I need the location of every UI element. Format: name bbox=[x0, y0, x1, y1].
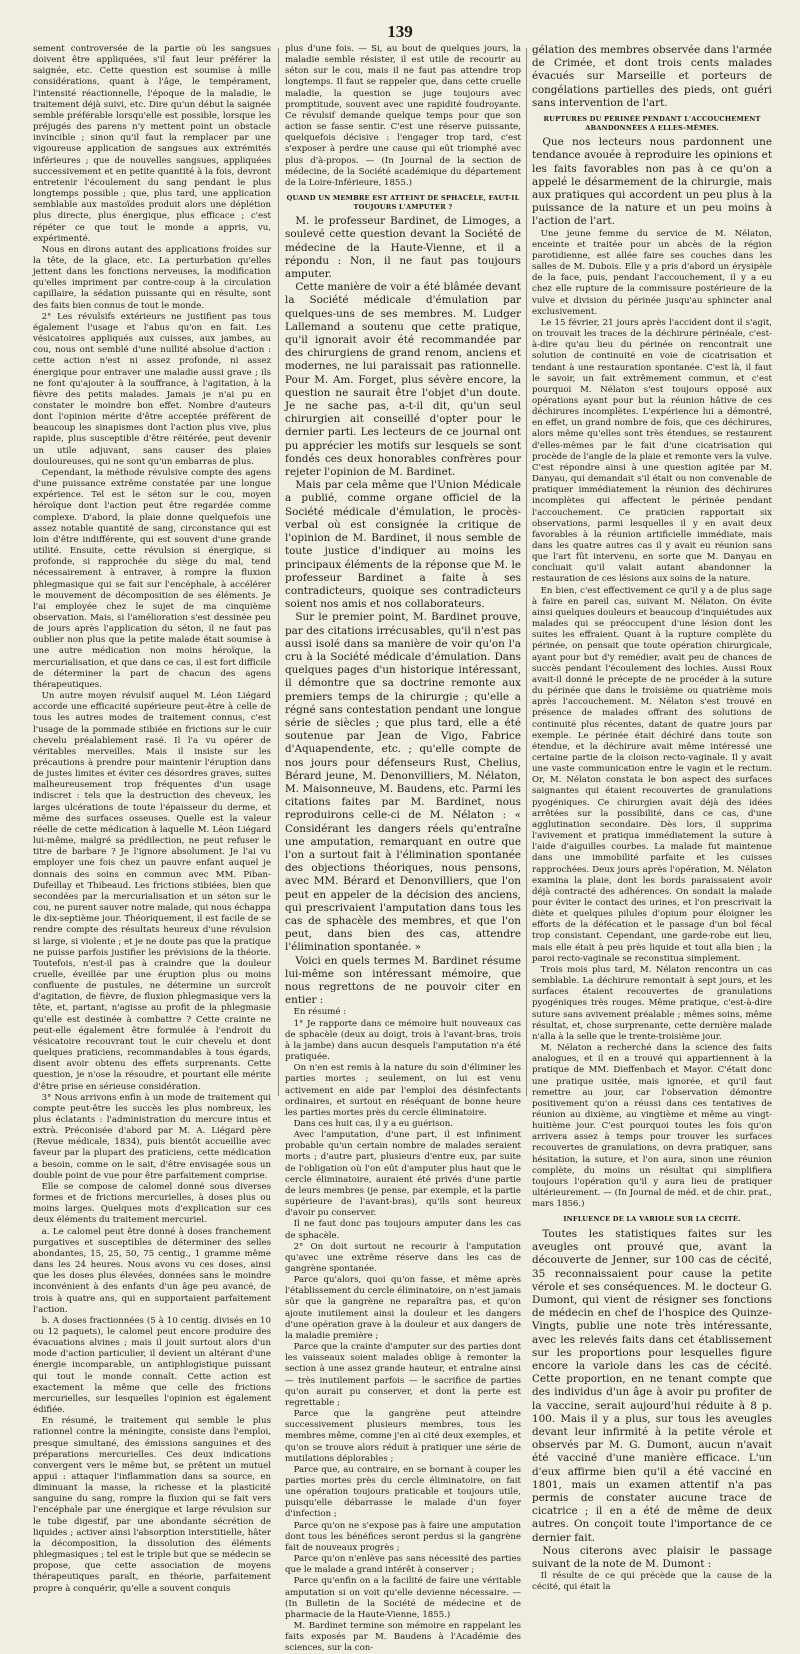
paragraph: Trois mois plus tard, M. Nélaton rencontra un cas semblable. La déchirure remontait à sept jours, et les surfaces étaient recouvertes de granulations pyogéniques très rouges. Même pratique, c'est-à-dire suture sans avivement préalable ; mêmes soins, même résultat, et, chose surprenante, cette dernière malade n'alla à la selle que le trente-troisième jour. bbox=[532, 964, 772, 1042]
paragraph: 2° On doit surtout ne recourir à l'amputation qu'avec une extrême réserve dans les cas de gangrène spontanée. bbox=[285, 1241, 521, 1274]
paragraph: Mais par cela même que l'Union Médicale a publié, comme organe officiel de la Société médicale d'émulation, le procès-verbal où est consignée la critique de l'opinion de M. Bardinet, il nous semble de toute justice d'indiquer au moins les principaux éléments de la réponse que M. le professeur Bardinet a faite à ses contradicteurs, quoique ses contradicteurs soient nos amis et nos collaborateurs. bbox=[285, 479, 521, 611]
paragraph: Une jeune femme du service de M. Nélaton, enceinte et traitée pour un abcès de la région parotidienne, est allée faire ses couches dans les salles de M. Dubois. Elle y a pris d'abord un érysipèle de la face, puis, pendant l'accouchement, il y a eu chez elle rupture de la commissure postérieure de la vulve et division du périnée jusqu'au sphincter anal exclusivement. bbox=[532, 228, 772, 317]
paragraph: Nous citerons avec plaisir le passage suivant de la note de M. Dumont : bbox=[532, 1544, 772, 1571]
paragraph: En bien, c'est effectivement ce qu'il y a de plus sage à faire en pareil cas, suivant M. Nélaton. On évite ainsi quelques douleurs et beaucoup d'inquiétudes aux malades qui se préoccupent d'une lésion dont les suites les effraient. Quant à la rupture complète du périnée, on pensait que toute opération chirurgicale, ayant pour but d'y remédier, avait peu de chances de succès pendant l'écoulement des lochies. Aussi Roux avait-il donné le précepte de ne procéder à la suture du périnée que dans le troisième ou quatrième mois après l'accouchement. M. Nélaton s'est trouvé en présence de malades offrant des solutions de continuité plus récentes, datant de quatre jours par exemple. Le périnée était déchiré dans toute son étendue, et la déchirure avait même intéressé une certaine partie de la cloison recto-vaginale. Il y avait une vaste communication entre le vagin et le rectum. Or, M. Nélaton constata le bon aspect des surfaces saignantes qui étaient recouvertes de granulations pyogéniques. Ce chirurgien avait déjà des idées arrêtées sur la possibilité, dans ce cas, d'une agglutination secondaire. Dès lors, il supprima l'avivement et pratiqua immédiatement la suture à l'aide d'aiguilles courbes. La malade fut maintenue dans une immobilité parfaite et les cuisses rapprochées. Deux jours après l'opération, M. Nélaton examina la plaie, dont les bords paraissaient avoir déjà contracté des adhérences. On sondait la malade pour éviter le contact des urines, et l'on prescrivait la diète et quelques pilules d'opium pour éloigner les efforts de la défécation et le passage d'un bol fécal trop consistant. Cependant, une garde-robe eut lieu, mais elle était à peu près liquide et tout alla bien ; la paroi recto-vaginale se reconstitua simplement. bbox=[532, 585, 772, 964]
section-heading-perinee: RUPTURES DU PÉRINÉE PENDANT L'ACCOUCHEMENT ABANDONNÉES À ELLES-MÊMES. bbox=[543, 115, 761, 132]
column-rule-right bbox=[526, 48, 527, 1096]
paragraph: Le 15 février, 21 jours après l'accident dont il s'agit, on trouvait les traces de la déchirure périnéale, c'est-à-dire qu'au lieu du périnée on rencontrait une solution de continuité en voie de cicatrisation et tendant à une restauration spontanée. C'est là, il faut le savoir, un fait extrêmement commun, et c'est pourquoi M. Nélaton s'est toujours opposé aux opérations ayant pour but la réunion hâtive de ces déchirures incomplètes. L'expérience lui a démontré, en effet, un grand nombre de fois, que ces déchirures, alors même qu'elles sont très étendues, se restaurent d'elles-mêmes par le fait d'une cicatrisation qui procède de l'angle de la plaie et remonte vers la vulve. C'est répondre ainsi à une question agitée par M. Danyau, qui demandait s'il était ou non convenable de pratiquer immédiatement la réunion des déchirures incomplètes qui affectent le périnée pendant l'accouchement. Ce praticien rapportait six observations, parmi lesquelles il y en avait deux favorables à la réunion artificielle immédiate, mais dans les quatre autres cas il y avait eu réunion sans que l'art fût intervenu, en sorte que M. Danyau en concluait qu'il valait autant abandonner la restauration de ces lésions aux soins de la nature. bbox=[532, 317, 772, 585]
paragraph: 1° Je rapporte dans ce mémoire huit nouveaux cas de sphacèle (deux au doigt, trois à l'avant-bras, trois à la jambe) dans aucun desquels l'amputation n'a été pratiquée. bbox=[285, 1018, 521, 1063]
paragraph: M. le professeur Bardinet, de Limoges, a soulevé cette question devant la Société de médecine de la Haute-Vienne, et il a répondu : Non, il ne faut pas toujours amputer. bbox=[285, 215, 521, 281]
paragraph: 2° Les révulsifs extérieurs ne justifient pas tous également l'usage et l'abus qu'on en fait. Les vésicatoires appliqués aux cuisses, aux jambes, au cou, nous ont semblé d'une nullité absolue d'action : cette action n'est ni assez profonde, ni assez énergique pour entraver une maladie aussi grave ; ils ne font qu'ajouter à la souffrance, à l'agitation, à la fièvre des petits malades. Jamais je n'ai pu en constater le moindre bon effet. Nombre d'auteurs dont l'opinion mérite d'être acceptée préfèrent de beaucoup les sinapismes dont l'action plus vive, plus rapide, plus susceptible d'être réitérée, peut devenir un utile adjuvant, sans causer des plaies douloureuses, qui ne sont qu'un embarras de plus. bbox=[33, 311, 271, 467]
paragraph: gélation des membres observée dans l'armée de Crimée, et dont trois cents malades évacués sur Marseille et porteurs de congélations partielles des pieds, ont guéri sans intervention de l'art. bbox=[532, 44, 772, 109]
paragraph: Cependant, la méthode révulsive compte des agens d'une puissance extrême constatée par une longue expérience. Tel est le séton sur le cou, moyen héroïque dont l'action peut être regardée comme complexe. D'abord, la plaie donne quelquefois une assez notable quantité de sang, circonstance qui est loin d'être indifférente, qui est souvent d'une grande utilité. Ensuite, cette révulsion si énergique, si profonde, si rapprochée du siège du mal, tend nécessairement à entraver, à rompre la fluxion phlegmasique qui se fait sur l'encéphale, à accélérer le mouvement de décomposition de ses éléments. Je l'ai employée chez le sujet de ma cinquième observation. Mais, si l'amélioration s'est dessinée peu de jours après l'application du séton, il ne faut pas oublier non plus que la petite malade était soumise à une autre médication non moins héroïque, la mercurialisation, et que dans ce cas, il est fort difficile de déterminer la part de chacun des agens thérapeutiques. bbox=[33, 467, 271, 690]
paragraph: Un autre moyen révulsif auquel M. Léon Liégard accorde une efficacité supérieure peut-être à celle de tous les autres modes de traitement connus, c'est l'usage de la pommade stibiée en frictions sur le cuir chevelu préalablement rasé. Il l'a vu opérer de véritables merveilles. Mais il insiste sur les précautions à prendre pour maintenir l'éruption dans de justes limites et éviter ces désordres graves, suites malheureusement trop fréquentes d'un usage indiscret : tels que la destruction des cheveux, les larges ulcérations de toute l'épaisseur du derme, et même des surfaces osseuses. Quelle est la valeur réelle de cette médication à laquelle M. Léon Liégard lui-même, malgré sa prédilection, ne peut refuser le titre de barbare ? Je l'ignore absolument. Je l'ai vu employer une fois chez un pauvre enfant auquel je donnais des soins en commun avec MM. Piban-Dufeillay et Thibeaud. Les frictions stibiées, bien que secondées par la mercurialisation et un séton sur le cou, ne purent sauver notre malade, qui nous échappa le dix-septième jour. Théoriquement, il est facile de se rendre compte des résultats heureux d'une révulsion si large, si violente ; et je ne doute pas que la pratique ne puisse parfois justifier les prévisions de la théorie. Toutefois, n'est-il pas à craindre que la douleur cruelle, éveillée par une éruption plus ou moins confluente de pustules, ne détermine un surcroît d'agitation, de fièvre, de fluxion phlegmasique vers la tête, et, partant, n'agisse au profit de la phlegmasie qu'elle est destinée à combattre ? Cette crainte ne peut-elle également être formulée à l'endroit du vésicatoire recouvrant tout le cuir chevelu et dont quelques praticiens, recommandables à tous égards, disent avoir obtenu des effets surprenants. Cette question, je n'ose la résoudre, et pourtant elle mérite d'être prise en sérieuse considération. bbox=[33, 691, 272, 1092]
column-rule-left bbox=[278, 48, 279, 1096]
paragraph: Nous en dirons autant des applications froides sur la tête, de la glace, etc. La perturbation qu'elles jettent dans les fonctions nerveuses, la modification qu'elles impriment par contre-coup à la circulation capillaire, la sédation puissante qui en résulte, sont des faits bien connus de tout le monde. bbox=[33, 244, 271, 311]
paragraph: Parce que, au contraire, en se bornant à couper les parties mortes près du cercle éliminatoire, on fait une opération toujours praticable et toujours utile, puisqu'elle débarrasse le malade d'un foyer d'infection ; bbox=[285, 1464, 521, 1520]
paragraph: En résumé : bbox=[293, 1007, 347, 1018]
paragraph: Parce que la crainte d'amputer sur des parties dont les vaisseaux soient malades oblige à remonter la section à une assez grande hauteur, et entraîne ainsi — très inutilement parfois — le sacrifice de parties qu'on aurait pu conserver, et dont la perte est regrettable ; bbox=[285, 1342, 521, 1408]
paragraph: Dans ces huit cas, il y a eu guérison. bbox=[293, 1118, 453, 1129]
paragraph: Elle se compose de calomel donné sous diverses formes et de frictions mercurielles, à doses plus ou moins larges. Quelques mots d'explication sur ces deux éléments du traitement mercuriel. bbox=[33, 1181, 271, 1226]
paragraph: a. Le calomel peut être donné à doses franchement purgatives et susceptibles de déterminer des selles abondantes, 15, 25, 50, 75 centig., 1 gramme même dans les 24 heures. Nous avons vu ces doses, ainsi que les doses plus élevées, données sans le moindre inconvénient à des enfants d'un âge peu avancé, de trois à quatre ans, qui en supportaient parfaitement l'action. bbox=[33, 1226, 271, 1315]
paragraph: Il ne faut donc pas toujours amputer dans les cas de sphacèle. bbox=[285, 1219, 521, 1241]
paragraph: plus d'une fois. — Si, au bout de quelques jours, la maladie semble résister, il est utile de recourir au séton sur le cou, mais il ne faut pas attendre trop longtemps. Il faut se rappeler que, dans cette cruelle maladie, la question se juge toujours avec promptitude, souvent avec une rapidité foudroyante. Ce révulsif demande quelque temps pour que son action se fasse sentir. C'est une réserve puissante, quelquefois décisive : l'engager trop tard, c'est s'exposer à perdre une cause qui eût triomphé avec plus d'à-propos. — (In Journal de la section de médecine, de la Société académique du département de la Loire-Inférieure, 1855.) bbox=[285, 44, 521, 188]
section-heading-variole: INFLUENCE DE LA VARIOLE SUR LA CÉCITÉ. bbox=[563, 1215, 741, 1224]
paragraph: M. Bardinet termine son mémoire en rappelant les faits exposés par M. Baudens à l'Académie des sciences, sur la con- bbox=[285, 1621, 521, 1654]
paragraph: Parce que la gangrène peut atteindre successivement plusieurs membres, tous les membres même, comme j'en ai cité deux exemples, et qu'on se trouve alors réduit à pratiquer une série de mutilations déplorables ; bbox=[285, 1409, 521, 1464]
paragraph: Avec l'amputation, d'une part, il est infiniment probable qu'un certain nombre de malades seraient morts ; d'autre part, plusieurs d'entre eux, par suite de l'obligation où l'on eût d'amputer plus haut que le cercle éliminatoire, auraient été privés d'une partie de leurs membres (je pense, par exemple, et la partie supérieure de l'avant-bras), qu'ils sont heureux d'avoir pu conserver. bbox=[285, 1130, 521, 1219]
section-heading-gangrene: QUAND UN MEMBRE EST ATTEINT DE SPHACÈLE, FAUT-IL TOUJOURS L'AMPUTER ? bbox=[286, 194, 520, 211]
paragraph: On n'en est remis à la nature du soin d'éliminer les parties mortes ; seulement, on lui est venu activement en aide par l'emploi des désinfectants ordinaires, et surtout en réséquant de bonne heure les parties mortes près du cercle éliminatoire. bbox=[285, 1063, 521, 1118]
paragraph: b. A doses fractionnées (5 à 10 centig. divisés en 10 ou 12 paquets), le calomel peut encore produire des évacuations alvines ; mais il jouit surtout alors d'un mode d'action particulier, il devient un altérant d'une énergie incomparable, un antiphlogistique puissant qui tout le monde connaît. Cette action est exactement la même que celle des frictions mercurielles, sur lesquelles l'opinion est également édifiée. bbox=[33, 1315, 271, 1416]
column-left bbox=[33, 44, 272, 1594]
paragraph: Parce qu'on ne s'expose pas à faire une amputation dont tous les bénéfices seront perdus si la gangrène fait de nouveaux progrès ; bbox=[285, 1520, 521, 1553]
paragraph: M. Nélaton a recherché dans la science des faits analogues, et il en a trouvé qui appartiennent à la pratique de MM. Dieffenbach et Mayor. C'était donc une pratique usitée, mais ignorée, et qu'il faut remettre au jour, car l'observation démontre positivement qu'on a réussi dans ces tentatives de réunion au dixième, au vingtième et même au vingt-huitième jour. C'est pourquoi toutes les fois qu'on arrivera assez à temps pour trouver les surfaces recouvertes de granulations, on devra pratiquer, sans hésitation, la suture, et l'on aura, sinon une réunion complète, du moins un résultat qui simplifiera toujours l'opération qu'il y aura lieu de pratiquer ultérieurement. — (In Journal de méd. et de chir. prat., mars 1856.) bbox=[532, 1043, 772, 1210]
paragraph: Cette manière de voir a été blâmée devant la Société médicale d'émulation par quelques-uns de ses membres. M. Ludger Lallemand a soutenu que cette pratique, qu'il ignorait avoir été recommandée par des chirurgiens de grand renom, anciens et modernes, ne lui paraissait pas rationnelle. Pour M. Am. Forget, plus sévère encore, la question ne saurait être l'objet d'un doute. Je ne sache pas, a-t-il dit, qu'un seul chirurgien ait conseillé d'opter pour le dernier parti. Les lecteurs de ce journal ont pu apprécier les motifs sur lesquels se sont fondés ces deux honorables confrères pour rejeter l'opinion de M. Bardinet. bbox=[285, 281, 521, 479]
paragraph: Voici en quels termes M. Bardinet résume lui-même son intéressant mémoire, que nous regrettons de ne pouvoir citer en entier : bbox=[285, 954, 521, 1007]
paragraph: sement controversée de la partie où les sangsues doivent être appliquées, s'il faut leur préférer la saignée, etc. Cette question est soumise à mille considérations, quant à l'âge, le tempérament, l'intensité réactionnelle, l'époque de la maladie, le traitement déjà suivi, etc. Dire qu'un début la saignée semble préférable lorsqu'elle est possible, lorsque les préjugés des parens n'y mettent point un obstacle invincible ; sinon qu'il faut la remplacer par une vigoureuse application de sangsues aux extrémités inférieures ; que de nouvelles sangsues, appliquées successivement et en petite quantité à la fois, devront entretenir l'écoulement du sang pendant le plus longtemps possible ; que, plus tard, une application semblable aux mastoïdes produit alors une déplétion plus directe, plus énergique, plus efficace ; c'est répéter ce que tout le monde a appris, vu, expérimenté. bbox=[33, 44, 271, 244]
paragraph: En résumé, le traitement qui semble le plus rationnel contre la méningite, consiste dans l'emploi, presque simultané, des émissions sanguines et des préparations mercurielles. Ces deux indications convergent vers le même but, se prêtent un mutuel appui : attaquer l'inflammation dans sa source, en diminuant la masse, la richesse et la plasticité sanguine du sang, rompre la fluxion qui se fait vers l'encéphale par une énergique et large révulsion sur le tube digestif, par une abondante sécrétion de liquides ; activer ainsi l'absorption interstitielle, hâter la décomposition, la dissolution des éléments phlegmasiques ; tel est le triple but que se médecin se propose, que cette association de moyens thérapeutiques paraît, en théorie, parfaitement propre à conquérir, qu'elle a souvent conquis bbox=[33, 1416, 271, 1594]
paragraph: Parce qu'enfin on a la facilité de faire une véritable amputation si on voit qu'elle devienne nécessaire. — (In Bulletin de la Société de médecine et de pharmacie de la Haute-Vienne, 1855.) bbox=[285, 1576, 521, 1620]
paragraph: Que nos lecteurs nous pardonnent une tendance avouée à reproduire les opinions et les faits favorables non pas à ce qu'on a appelé le désarmement de la chirurgie, mais aux pratiques qui accordent un peu plus à la puissance de la nature et un peu moins à l'action de l'art. bbox=[532, 136, 772, 228]
paragraph: Toutes les statistiques faites sur les aveugles ont prouvé que, avant la découverte de Jenner, sur 100 cas de cécité, 35 reconnaissaient pour cause la petite vérole et ses conséquences. M. le docteur G. Dumont, qui vient de résigner ses fonctions de médecin en chef de l'hospice des Quinze-Vingts, publie une note très intéressante, avec les relevés faits dans cet établissement sur les proportions pour lesquelles figure encore la variole dans les cas de cécité. Cette proportion, en ne tenant compte que des individus d'un âge à avoir pu profiter de la vaccine, serait aujourd'hui réduite à 8 p. 100. Mais il y a plus, sur tous les aveugles devant leur infirmité à la petite vérole et observés par M. G. Dumont, aucun n'avait été vacciné d'une manière efficace. L'un d'eux affirme bien qu'il a été vacciné en 1801, mais un examen attentif n'a pas permis de constater aucune trace de cicatrice ; il en a été de même de deux autres. On conçoit toute l'importance de ce dernier fait. bbox=[532, 1227, 772, 1544]
page-number: 139 bbox=[387, 22, 413, 41]
paragraph: Parce qu'on n'enlève pas sans nécessité des parties que le malade a grand intérêt à conserver ; bbox=[285, 1554, 521, 1576]
paragraph: Sur le premier point, M. Bardinet prouve, par des citations irrécusables, qu'il n'est pas aussi isolé dans sa manière de voir qu'on l'a cru à la Société médicale d'émulation. Dans quelques pages d'un historique intéressant, il démontre que sa doctrine remonte aux premiers temps de la chirurgie ; qu'elle a régné sans contestation pendant une longue série de siècles ; que plus tard, elle a été soutenue par Jean de Vigo, Fabrice d'Aquapendente, etc. ; qu'elle compte de nos jours pour défenseurs Rust, Chelius, Bérard jeune, M. Denonvilliers, M. Nélaton, M. Maisonneuve, M. Baudens, etc. Parmi les citations faites par M. Bardinet, nous reproduirons celle-ci de M. Nélaton : « Considérant les dangers réels qu'entraîne une amputation, remarquant en outre que l'on a surtout fait à l'élimination spontanée des objections théoriques, nous pensons, avec MM. Bérard et Denonvilliers, que l'on peut en appeler de la décision des anciens, qui prescrivaient l'amputation dans tous les cas de sphacèle des membres, et que l'on peut, dans bien des cas, attendre l'élimination spontanée. » bbox=[285, 611, 521, 954]
column-middle bbox=[285, 44, 521, 1654]
paragraph: Il résulte de ce qui précède que la cause de la cécité, qui était la bbox=[532, 1571, 772, 1593]
paragraph: Parce qu'alors, quoi qu'on fasse, et même après l'établissement du cercle éliminatoire, on n'est jamais sûr que la gangrène ne reparaîtra pas, et qu'on ajoute inutilement ainsi la douleur et les dangers d'une opération grave à la douleur et aux dangers de la maladie première ; bbox=[285, 1275, 521, 1341]
paragraph: 3° Nous arrivons enfin à un mode de traitement qui compte peut-être les succès les plus nombreux, les plus éclatants : l'administration du mercure intus et extrà. Préconisée d'abord par M. A. Liégard père (Revue médicale, 1834), puis bientôt accueillie avec faveur par la plupart des praticiens, cette médication a besoin, comme on le sait, d'être envisagée sous un double point de vue pour être parfaitement comprise. bbox=[33, 1092, 271, 1181]
column-right bbox=[532, 44, 772, 1593]
